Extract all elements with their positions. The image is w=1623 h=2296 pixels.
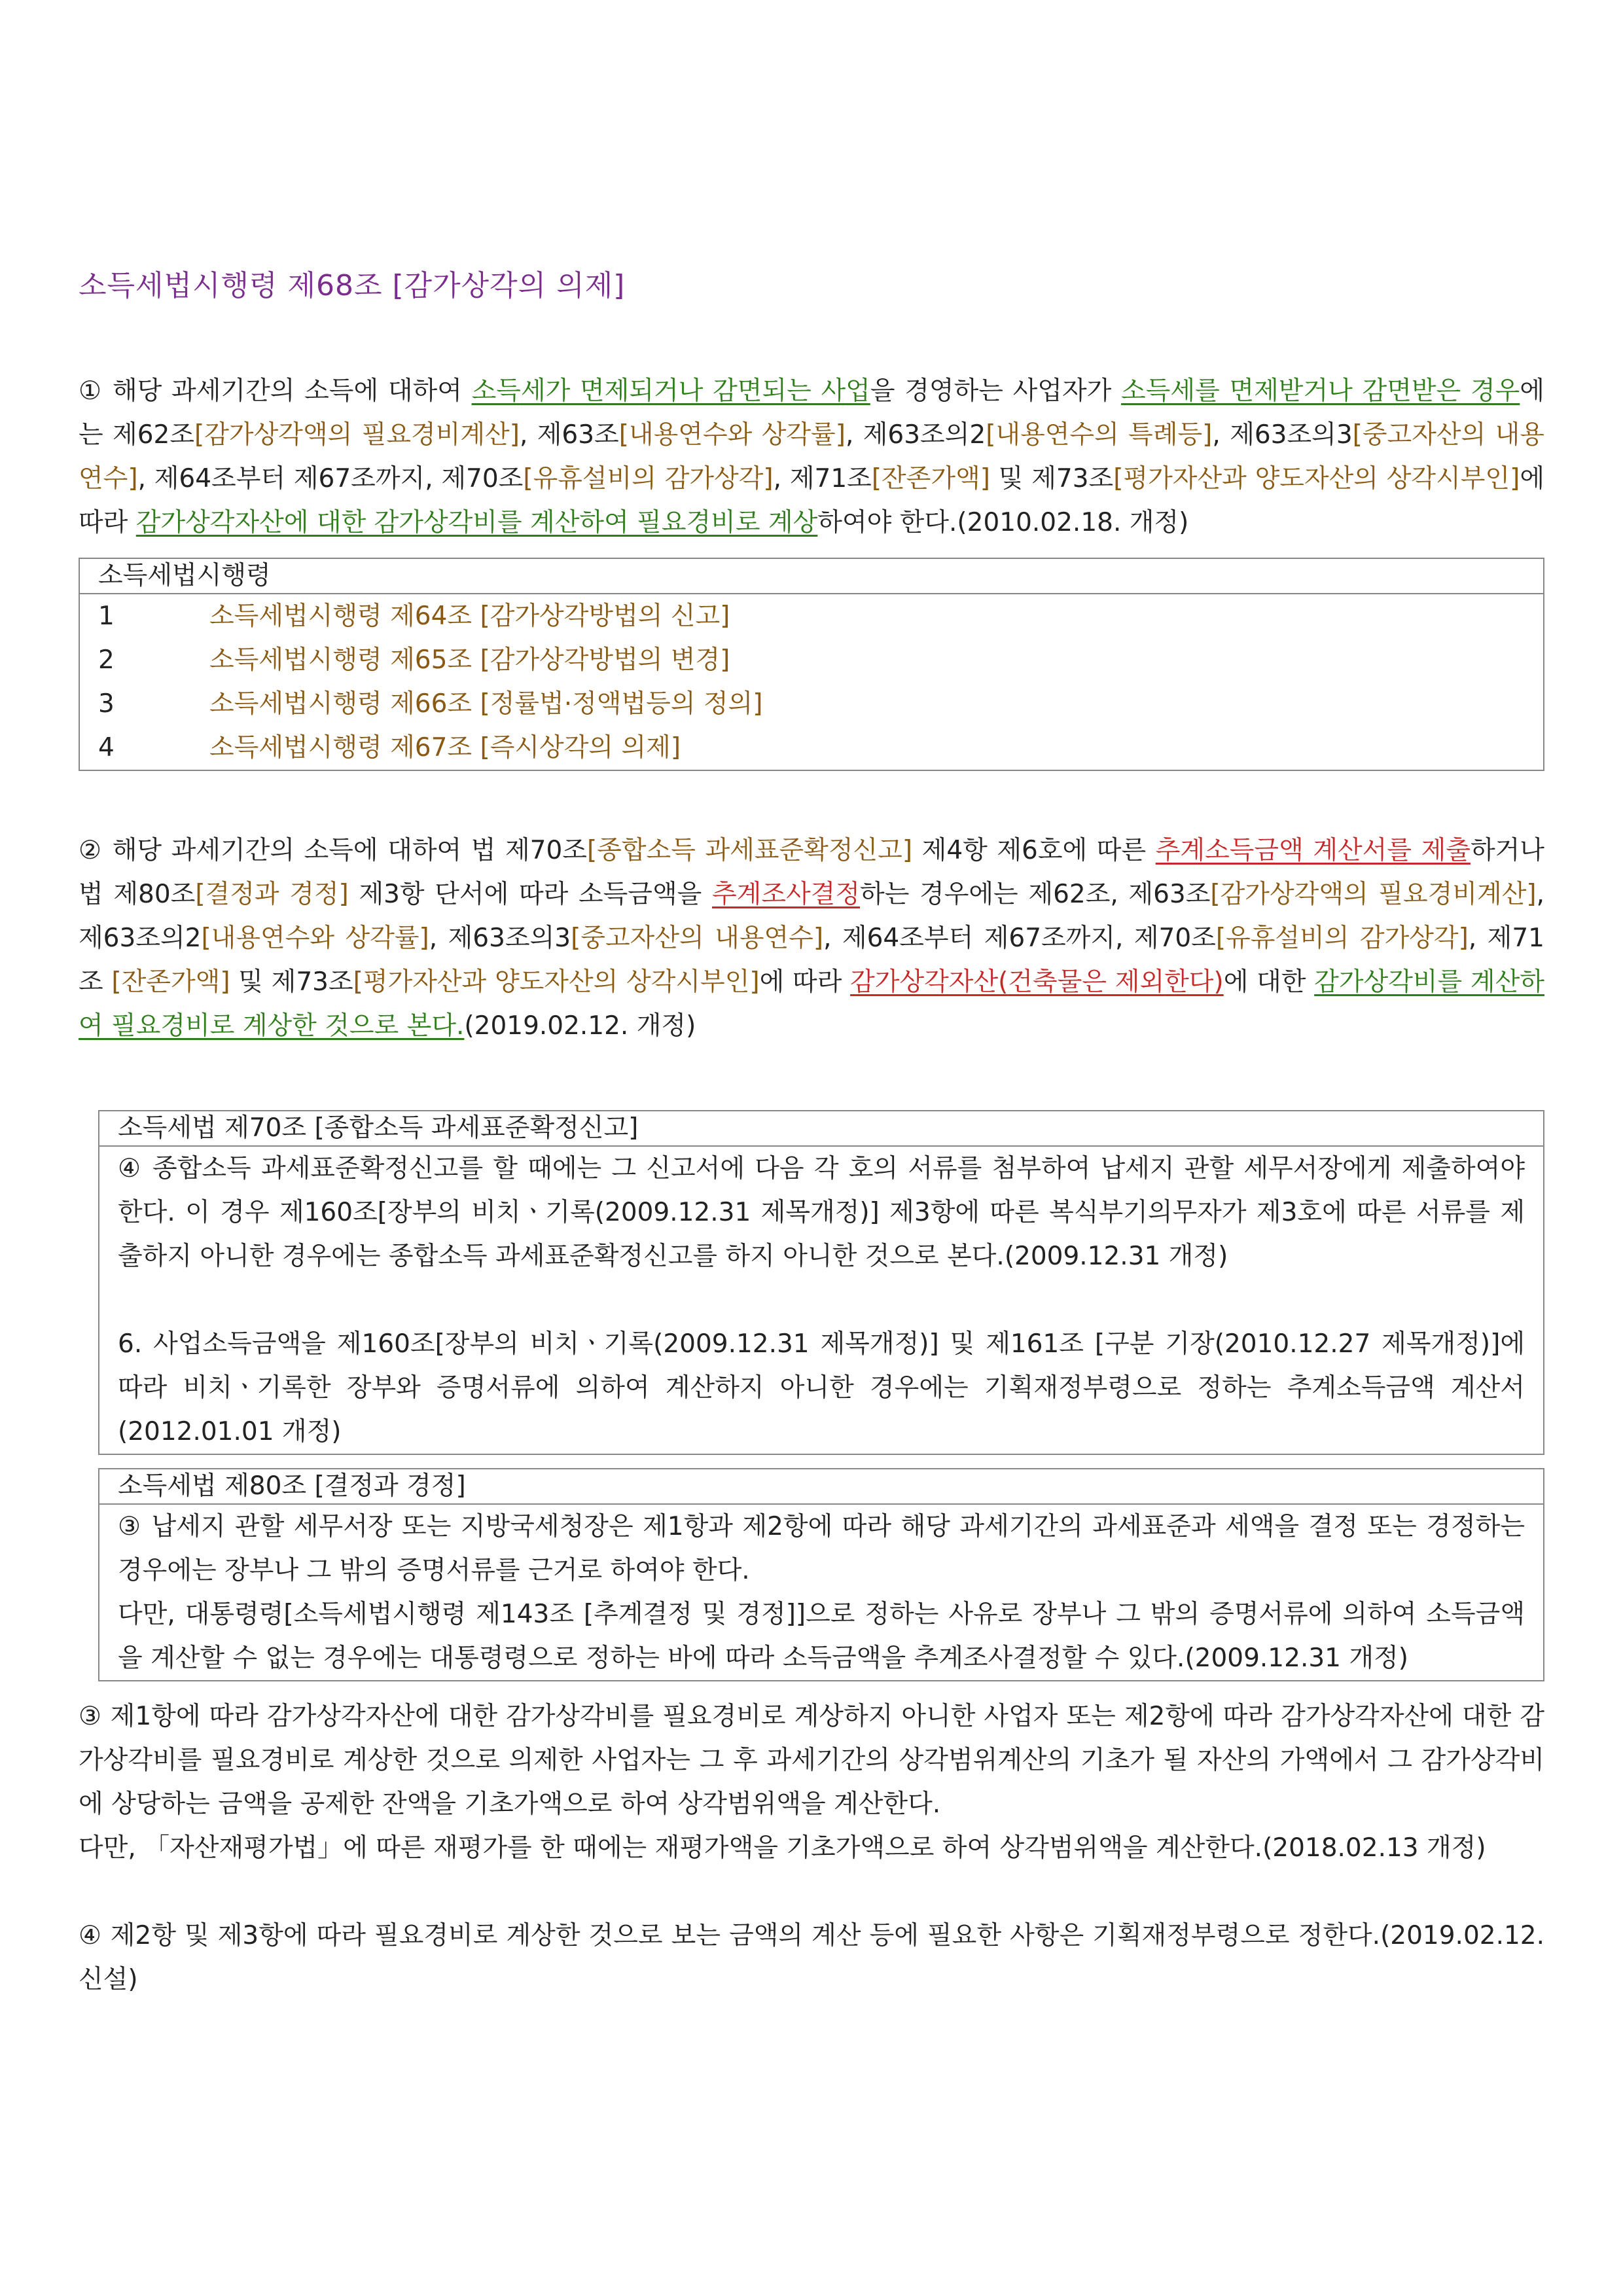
reference-link[interactable]: [유휴설비의 감가상각] bbox=[1215, 924, 1469, 953]
item-link[interactable]: 소득세법시행령 제64조 [감가상각방법의 신고] bbox=[209, 601, 730, 631]
box-header: 소득세법 제70조 [종합소득 과세표준확정신고] bbox=[99, 1111, 1543, 1147]
page-title: 소득세법시행령 제68조 [감가상각의 의제] bbox=[79, 269, 626, 302]
text: , 제63조의3 bbox=[1212, 420, 1353, 450]
text: ② 해당 과세기간의 소득에 대하여 법 제70조 bbox=[79, 836, 587, 865]
reference-link[interactable]: [내용연수의 특례등] bbox=[986, 420, 1213, 450]
spacer bbox=[79, 789, 1544, 829]
text: , 제63조 bbox=[519, 420, 619, 450]
highlight-phrase: 한다) bbox=[1164, 967, 1224, 997]
list-item[interactable] bbox=[80, 726, 1543, 770]
text: 을 경영하는 사업자가 bbox=[870, 376, 1122, 406]
reference-link[interactable]: [유휴설비의 감가상각] bbox=[523, 464, 774, 493]
text: 다만, 「자산재평가법」에 따른 재평가를 한 때에는 재평가액을 기초가액으로 하여 상각범위액을 계산한다.(2018.02.13 개정) bbox=[79, 1833, 1486, 1863]
item-link[interactable]: 소득세법시행령 제66조 [정률법·정액법등의 정의] bbox=[209, 689, 763, 719]
box-body bbox=[99, 1147, 1543, 1454]
paragraph-3 bbox=[79, 1695, 1544, 1870]
highlight-phrase: 추계소득금액 계산서를 제출 bbox=[1155, 836, 1471, 865]
text: , 제64조부터 제67조까지, 제70조 bbox=[823, 924, 1216, 953]
text: (2019.02.12. 개정) bbox=[464, 1011, 696, 1041]
box-text: ③ 납세지 관할 세무서장 또는 지방국세청장은 제1항과 제2항에 따라 해당 과세기간의 과세표준과 세액을 결정 또는 경정하는 경우에는 장부나 그 밖의 증명서류를 근거로 하여야 한다. bbox=[118, 1512, 1525, 1585]
paragraph-1 bbox=[79, 369, 1544, 545]
text: ③ 제1항에 따라 감가상각자산에 대한 감가상각비를 필요경비로 계상하지 아니한 사업자 또는 제2항에 따라 감가상각자산에 대한 감가상각비를 필요경비로 계상한 것으로 의제한 사업자는 그 후 과세기간의 상각범위계산의 기초가 될 자산의 가액에서 그 감가상각비에 상당하는 금액을 공제한 잔액을 기초가액으로 하여 상각범위액을 계산한다. bbox=[79, 1702, 1544, 1819]
text: 하는 경우에는 제62조, 제63조 bbox=[860, 880, 1211, 909]
text: 제4항 제6호에 따른 bbox=[912, 836, 1156, 865]
reference-link[interactable]: [중고자산의 내용연수] bbox=[79, 420, 1544, 493]
reference-link[interactable]: [내용연수와 상각률] bbox=[201, 924, 429, 953]
text: 에 따라 bbox=[79, 464, 1545, 537]
spacer bbox=[79, 1048, 1544, 1110]
box-text: ④ 종합소득 과세표준확정신고를 할 때에는 그 신고서에 다음 각 호의 서류를 첨부하여 납세지 관할 세무서장에게 제출하여야 한다. 이 경우 제160조[장부의 비치ㆍ기록(2009.12.31 제목개정)] 제3항에 따른 복식부기의무자가 제3호에 따른 서류를 제출하지 아니한 경우에는 종합소득 과세표준확정신고를 하지 아니한 것으로 본다.(2009.12.31 개정) bbox=[118, 1154, 1525, 1271]
text: 제3항 단서에 따라 소득금액을 bbox=[348, 880, 712, 909]
highlight-phrase: 소득세가 면제되거나 감면되는 사업 bbox=[471, 376, 870, 406]
text: 하거나 법 제80조 bbox=[79, 836, 1544, 909]
document-page bbox=[79, 262, 1544, 2001]
text: , 제63조의2 bbox=[845, 420, 986, 450]
reference-link[interactable]: [잔존가액] bbox=[111, 967, 230, 997]
reference-link[interactable]: [중고자산의 내용연수] bbox=[571, 924, 824, 953]
reference-link[interactable]: [평가자산과 양도자산의 상각시부인] bbox=[1113, 464, 1520, 493]
reference-link[interactable]: [종합소득 과세표준확정신고] bbox=[586, 836, 913, 865]
highlight-phrase: 감가상각자산( bbox=[850, 967, 1008, 997]
text: 하여야 한다.(2010.02.18. 개정) bbox=[817, 508, 1189, 537]
reference-link[interactable]: [감가상각액의 필요경비계산] bbox=[1210, 880, 1537, 909]
highlight-phrase: 소득세를 면제받거나 감면받은 경우 bbox=[1121, 376, 1520, 406]
text: 및 제73조 bbox=[990, 464, 1114, 493]
text: 에는 제62조 bbox=[79, 376, 1544, 450]
highlight-phrase: 감가상각자산에 대한 감가상각비를 계산하여 필요경비로 계상 bbox=[135, 508, 818, 537]
highlight-phrase: 추계조사결정 bbox=[711, 880, 861, 909]
reference-link[interactable]: [내용연수와 상각률] bbox=[618, 420, 846, 450]
item-number: 4 bbox=[98, 733, 115, 762]
highlight-phrase: 건축물은 제외 bbox=[1008, 967, 1165, 997]
item-number: 2 bbox=[98, 645, 115, 675]
text: , 제64조부터 제67조까지, 제70조 bbox=[137, 464, 524, 493]
text: ① 해당 과세기간의 소득에 대하여 bbox=[79, 376, 472, 406]
related-articles-box bbox=[79, 558, 1544, 771]
highlight-phrase: 감가상각비를 계산하여 필요경비로 계상한 것으로 본다. bbox=[79, 967, 1544, 1041]
text: 및 제73조 bbox=[230, 967, 353, 997]
text: , 제71조 bbox=[79, 924, 1544, 997]
list-item[interactable] bbox=[80, 594, 1543, 638]
list-item[interactable] bbox=[80, 638, 1543, 682]
item-number: 1 bbox=[98, 601, 115, 631]
paragraph-2 bbox=[79, 829, 1544, 1048]
spacer bbox=[118, 1278, 1525, 1322]
text: , 제63조의3 bbox=[429, 924, 571, 953]
list-item[interactable] bbox=[80, 682, 1543, 726]
reference-link[interactable]: [감가상각액의 필요경비계산] bbox=[194, 420, 520, 450]
box-header: 소득세법 제80조 [결정과 경정] bbox=[99, 1469, 1543, 1505]
item-link[interactable]: 소득세법시행령 제67조 [즉시상각의 의제] bbox=[209, 733, 681, 762]
text: 에 따라 bbox=[759, 967, 851, 997]
reference-link[interactable]: [평가자산과 양도자산의 상각시부인] bbox=[353, 967, 760, 997]
quoted-law-box bbox=[98, 1468, 1544, 1681]
paragraph-4: ④ 제2항 및 제3항에 따라 필요경비로 계상한 것으로 보는 금액의 계산 등에 필요한 사항은 기획재정부령으로 정한다.(2019.02.12. 신설) bbox=[79, 1921, 1544, 1994]
text: , 제71조 bbox=[773, 464, 872, 493]
item-number: 3 bbox=[98, 689, 115, 719]
text: 에 대한 bbox=[1223, 967, 1315, 997]
box-text: 6. 사업소득금액을 제160조[장부의 비치ㆍ기록(2009.12.31 제목개정)] 및 제161조 [구분 기장(2010.12.27 제목개정)]에 따라 비치ㆍ기록한 장부와 증명서류에 의하여 계산하지 아니한 경우에는 기획재정부령으로 정하는 추계소득금액 계산서(2012.01.01 개정) bbox=[118, 1329, 1525, 1446]
box-body bbox=[99, 1505, 1543, 1680]
item-link[interactable]: 소득세법시행령 제65조 [감가상각방법의 변경] bbox=[209, 645, 730, 675]
reference-link[interactable]: [결정과 경정] bbox=[195, 880, 349, 909]
spacer bbox=[79, 1870, 1544, 1914]
text: , 제63조의2 bbox=[79, 880, 1544, 953]
reference-link[interactable]: [잔존가액] bbox=[871, 464, 990, 493]
box-text: 다만, 대통령령[소득세법시행령 제143조 [추계결정 및 경정]]으로 정하는 사유로 장부나 그 밖의 증명서류에 의하여 소득금액을 계산할 수 없는 경우에는 대통령령으로 정하는 바에 따라 소득금액을 추계조사결정할 수 있다.(2009.12.31 개정) bbox=[118, 1600, 1525, 1673]
quoted-law-box bbox=[98, 1110, 1544, 1455]
box-header: 소득세법시행령 bbox=[80, 559, 1543, 594]
